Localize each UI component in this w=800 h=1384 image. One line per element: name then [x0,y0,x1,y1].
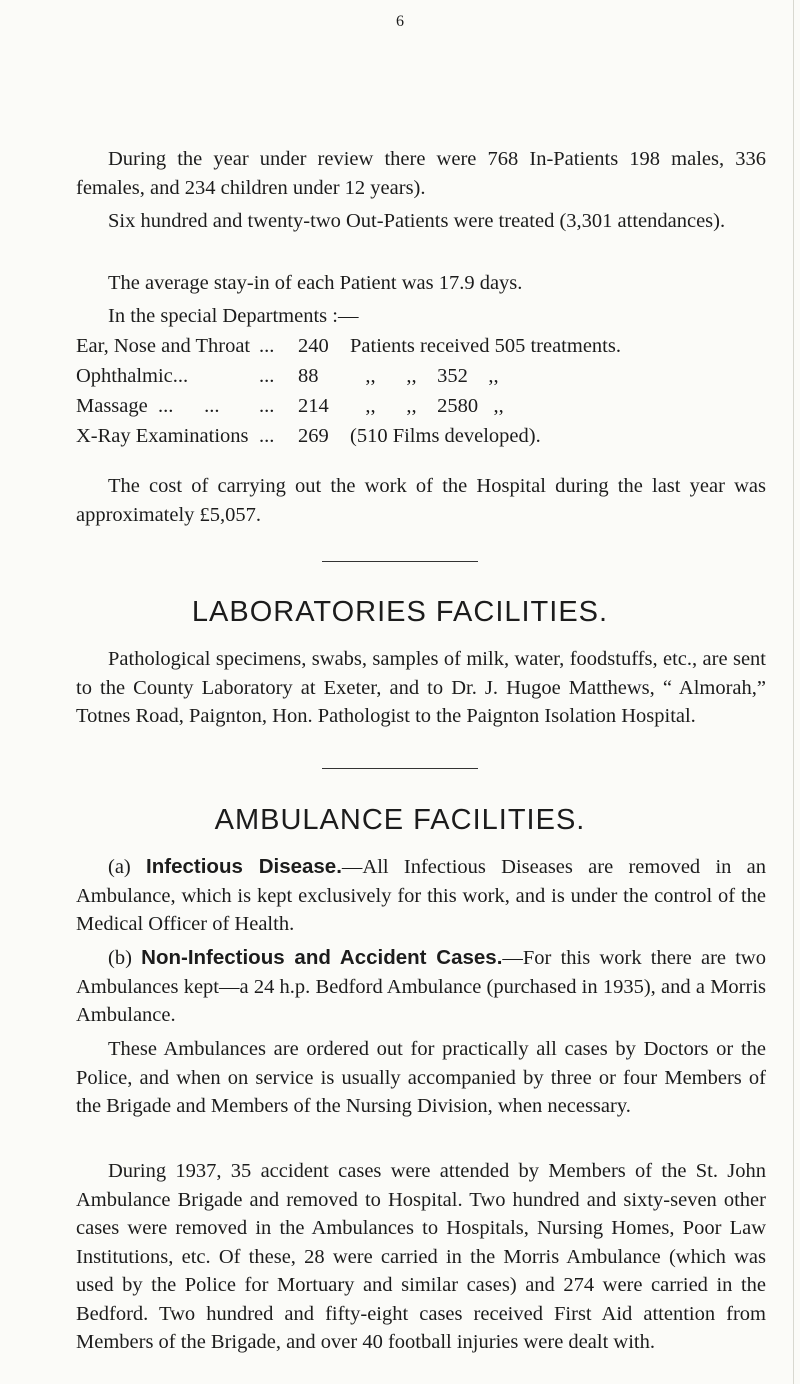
department-detail: (510 Films developed). [350,425,541,447]
department-dots: ... [259,335,275,357]
inpatients-paragraph: During the year under review there were 768 In-Patients 198 males, 336 females, and 234 children under 12 years). [76,148,766,199]
department-row-ent [76,332,776,360]
outpatients-paragraph: Six hundred and twenty-two Out-Patients were treated (3,301 attendances). [108,210,726,232]
ambulance-service-paragraph: These Ambulances are ordered out for practically all cases by Doctors or the Police, and when on service is usually accompanied by three or four Members of the Brigade and Members of the Nursing Division, when necessary. [76,1038,766,1117]
department-row-ophthalmic [76,362,776,390]
item-prefix: (a) [108,856,131,878]
department-row-massage [76,392,776,420]
department-dots: ... [259,395,275,417]
department-count: 240 [298,335,329,357]
section-divider [322,561,478,562]
department-name: X-Ray Examinations [76,425,249,447]
department-count: 88 [298,365,319,387]
average-stay-paragraph: The average stay-in of each Patient was 17.9 days. [108,272,523,294]
laboratories-heading: LABORATORIES FACILITIES. [191,596,609,628]
ambulance-heading: AMBULANCE FACILITIES. [214,804,586,836]
department-detail: ,, ,, 352 ,, [350,365,499,387]
department-row-xray [76,422,776,450]
department-name: Ophthalmic... [76,365,189,387]
department-detail: Patients received 505 treatments. [350,335,621,357]
department-count: 269 [298,425,329,447]
page-number: 6 [396,13,404,30]
department-count: 214 [298,395,329,417]
item-prefix: (b) [108,947,132,969]
infectious-disease-paragraph [76,853,766,939]
cost-paragraph: The cost of carrying out the work of the Hospital during the last year was approximately £5,057. [76,475,766,526]
department-dots: ... [259,425,275,447]
non-infectious-title: Non-Infectious and Accident Cases. [141,946,503,969]
department-name: Massage ... ... [76,395,220,417]
non-infectious-paragraph [76,944,766,1030]
section-divider [322,768,478,769]
accident-cases-paragraph: During 1937, 35 accident cases were attended by Members of the St. John Ambulance Brigade and removed to Hospital. Two hundred and sixty-seven other cases were removed in the Ambulances to Hospitals, Nursing Homes, Poor Law Institutions, etc. Of these, 28 were carried in the Morris Ambulance (which was used by the Police for Mortuary and similar cases) and 274 were carried in the Bedford. Two hundred and fifty-eight cases received First Aid attention from Members of the Brigade, and over 40 football injuries were dealt with. [76,1160,766,1353]
special-departments-intro: In the special Departments :— [108,305,359,327]
department-detail: ,, ,, 2580 ,, [350,395,504,417]
non-infectious-text: —For this work there are two Ambulances kept—a 24 h.p. Bedford Ambulance (purchased in 1935), and a Morris Ambulance. [76,947,766,1026]
infectious-disease-title: Infectious Disease. [146,855,342,878]
department-dots: ... [259,365,275,387]
laboratories-paragraph: Pathological specimens, swabs, samples of milk, water, foodstuffs, etc., are sent to the County Laboratory at Exeter, and to Dr. J. Hugoe Matthews, “ Almorah,” Totnes Road, Paignton, Hon. Pathologist to the Paignton Isolation Hospital. [76,648,766,727]
department-name: Ear, Nose and Throat [76,335,251,357]
infectious-disease-text: —All Infectious Diseases are removed in an Ambulance, which is kept exclusively for this work, and is under the control of the Medical Officer of Health. [76,856,767,935]
